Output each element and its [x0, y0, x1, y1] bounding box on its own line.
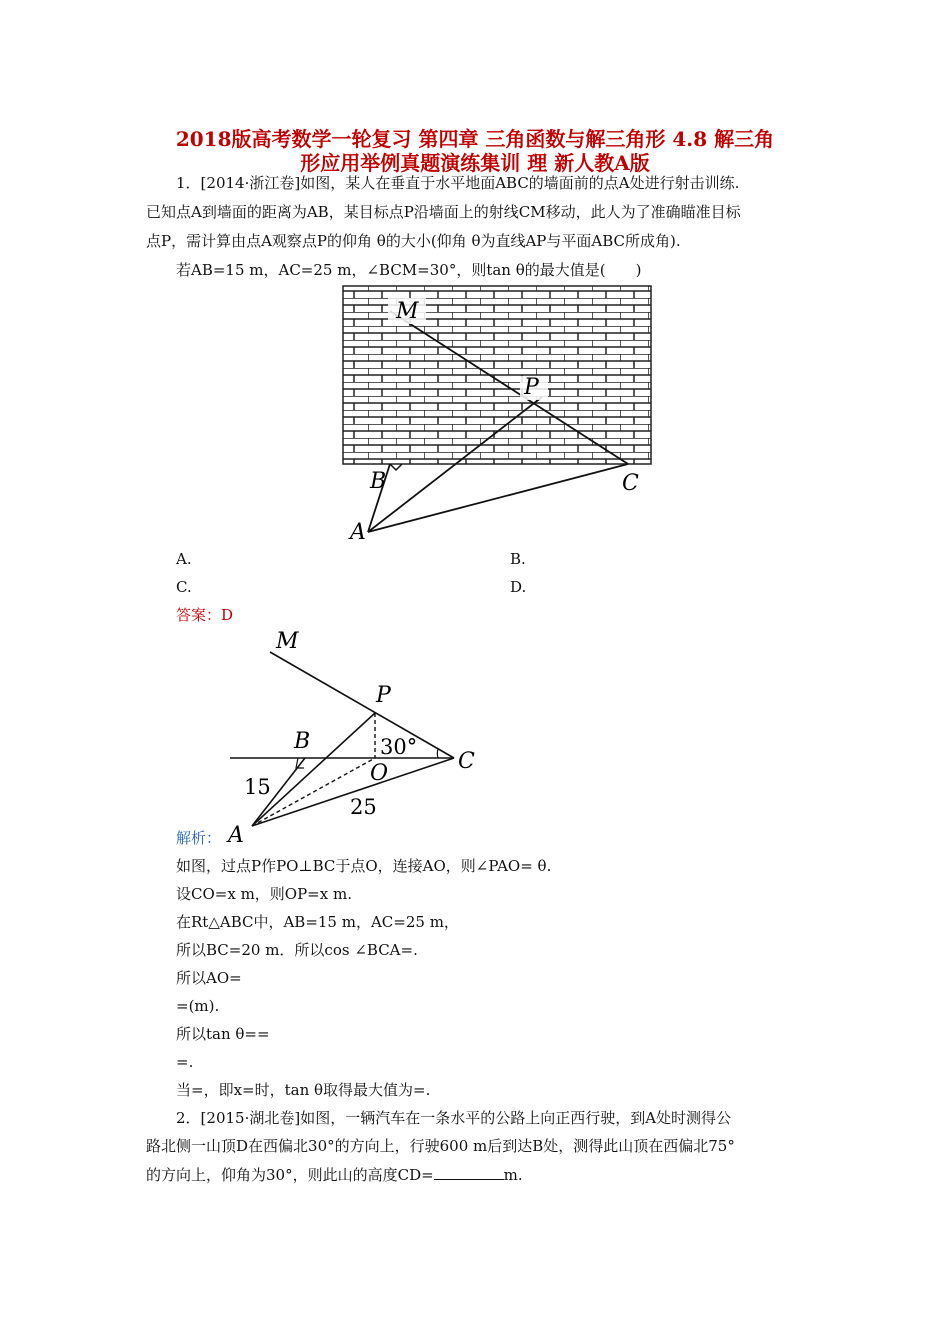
q1-text-line4: 若AB=15 m，AC=25 m，∠BCM=30°，则tan θ的最大值是( )	[176, 261, 642, 279]
solution-step4: 所以BC=20 m．所以cos ∠BCA=.	[176, 941, 418, 959]
fig2-length-ac: 25	[350, 795, 377, 819]
solution-step9: 当=，即x=时，tan θ取得最大值为=.	[176, 1081, 431, 1099]
solution-step3: 在Rt△ABC中，AB=15 m，AC=25 m，	[176, 913, 459, 931]
option-a: A.	[176, 550, 192, 568]
fig2-angle-label: 30°	[380, 735, 418, 759]
right-angle-mark	[390, 464, 402, 470]
solution-step1: 如图，过点P作PO⊥BC于点O，连接AO，则∠PAO= θ.	[176, 857, 552, 875]
solution-step2: 设CO=x m，则OP=x m.	[176, 885, 352, 903]
option-b: B.	[510, 550, 526, 568]
label-p: P	[524, 375, 539, 400]
q2-text-line3-unit: m.	[503, 1166, 523, 1184]
label-a: A	[350, 520, 366, 542]
solution-label: 解析：	[176, 829, 222, 847]
fig2-label-c: C	[458, 749, 475, 774]
q2-text-line2: 路北侧一山顶D在西偏北30°的方向上，行驶600 m后到达B处，测得此山顶在西偏北75°	[146, 1137, 735, 1155]
fig2-label-m: M	[276, 629, 299, 654]
fig2-length-ab: 15	[244, 775, 271, 799]
document-title-line2: 形应用举例真题演练集训 理 新人教A版	[300, 151, 650, 175]
q2-text-line3-start: 的方向上，仰角为30°，则此山的高度CD=	[146, 1166, 434, 1184]
label-c: C	[622, 471, 639, 496]
q2-answer-blank	[434, 1165, 504, 1180]
option-d: D.	[510, 578, 527, 596]
q1-solution-figure	[220, 622, 480, 846]
line-ac	[368, 464, 628, 532]
solution-step6: =(m).	[176, 997, 220, 1015]
document-title-line1: 2018版高考数学一轮复习 第四章 三角函数与解三角形 4.8 解三角	[175, 127, 775, 151]
answer-text: 答案：D	[176, 606, 234, 624]
fig2-label-o: O	[370, 761, 389, 786]
solution-step5: 所以AO=	[176, 969, 242, 987]
right-angle-mark-b	[296, 758, 304, 768]
fig2-label-p: P	[376, 683, 391, 708]
fig2-label-a: A	[228, 823, 244, 846]
solution-step8: =.	[176, 1053, 194, 1071]
solution-step7: 所以tan θ==	[176, 1025, 270, 1043]
label-m: M	[396, 299, 419, 324]
q1-text-line1: 1．[2014·浙江卷]如图，某人在垂直于水平地面ABC的墙面前的点A处进行射击训练.	[176, 174, 740, 192]
q1-text-line2: 已知点A到墙面的距离为AB，某目标点P沿墙面上的射线CM移动，此人为了准确瞄准目标	[146, 203, 741, 221]
q1-text-line3: 点P，需计算由点A观察点P的仰角 θ的大小(仰角 θ为直线AP与平面ABC所成角).	[146, 232, 681, 250]
fig2-label-b: B	[294, 729, 311, 754]
q2-text-line3	[146, 1165, 523, 1184]
angle-arc-c	[437, 749, 438, 758]
option-c: C.	[176, 578, 192, 596]
label-b: B	[370, 469, 387, 494]
q2-text-line1: 2．[2015·湖北卷]如图，一辆汽车在一条水平的公路上向正西行驶，到A处时测得公	[176, 1109, 732, 1127]
q1-figure-brick-wall	[340, 284, 655, 542]
